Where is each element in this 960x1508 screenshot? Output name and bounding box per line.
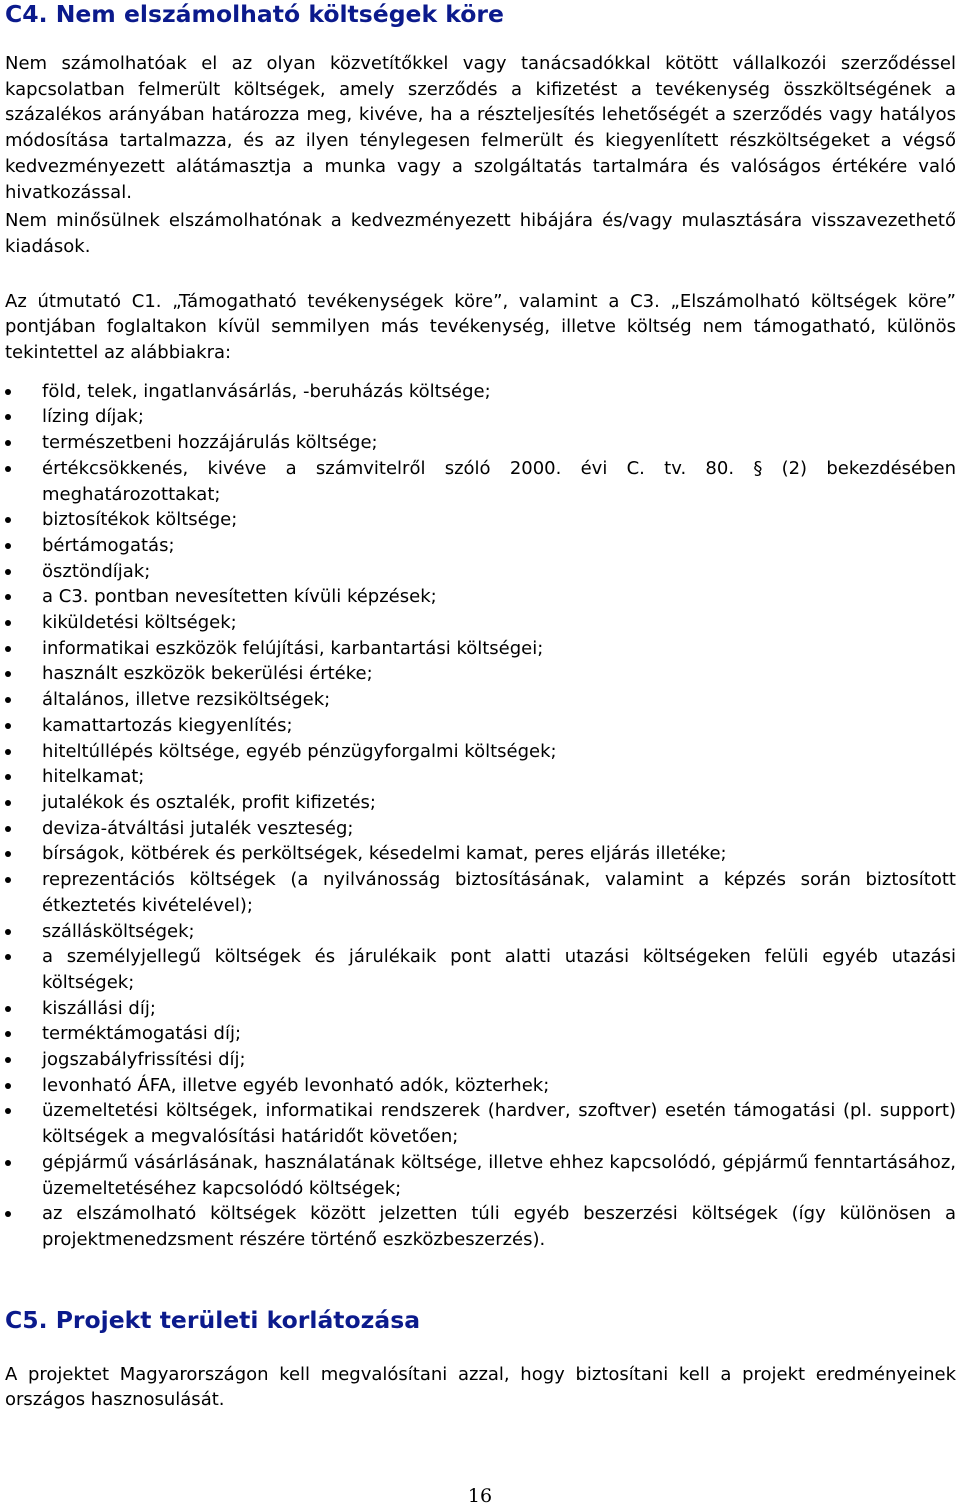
section-heading-c4: C4. Nem elszámolható költségek köre: [5, 0, 504, 28]
list-item: [5, 713, 956, 739]
list-item-text: a személyjellegű költségek és járulékaik pont alatti utazási költségeken felüli egyéb utazási költségek;: [42, 946, 956, 993]
bullet-icon: [5, 723, 11, 729]
list-item-text: használt eszközök bekerülési értéke;: [42, 663, 373, 685]
bullet-icon: [5, 1031, 11, 1037]
bullet-icon: [5, 954, 11, 960]
bullet-icon: [5, 826, 11, 832]
list-item-text: ösztöndíjak;: [42, 560, 151, 582]
bullet-icon: [5, 749, 11, 755]
list-item: [5, 996, 956, 1022]
bullet-icon: [5, 414, 11, 420]
list-item: [5, 1047, 956, 1073]
list-item-text: lízing díjak;: [42, 406, 144, 428]
list-item: [5, 816, 956, 842]
list-item-text: kiküldetési költségek;: [42, 612, 237, 634]
list-item-text: természetbeni hozzájárulás költsége;: [42, 432, 378, 454]
list-item-text: szállásköltségek;: [42, 920, 195, 942]
list-item-text: a C3. pontban nevesítetten kívüli képzések;: [42, 586, 437, 608]
list-item: [5, 841, 956, 867]
list-item: [5, 1098, 956, 1149]
list-item: [5, 661, 956, 687]
bullet-icon: [5, 646, 11, 652]
bullet-icon: [5, 929, 11, 935]
list-item: [5, 610, 956, 636]
bullet-icon: [5, 671, 11, 677]
list-item-text: biztosítékok költsége;: [42, 509, 238, 531]
list-item-text: gépjármű vásárlásának, használatának költsége, illetve ehhez kapcsolódó, gépjármű fenntartásához, üzemeltetéséhez kapcsolódó költségek;: [42, 1151, 956, 1199]
list-item: [5, 636, 956, 662]
list-item-text: bírságok, kötbérek és perköltségek, késedelmi kamat, peres eljárás illetéke;: [42, 843, 727, 865]
list-item: [5, 559, 956, 585]
list-item-text: értékcsökkenés, kivéve a számvitelről szóló 2000. évi C. tv. 80. § (2) bekezdésében meghatározottakat;: [42, 457, 956, 505]
bullet-icon: [5, 389, 11, 395]
bullet-icon: [5, 1211, 11, 1217]
bullet-icon: [5, 569, 11, 575]
list-item-text: deviza-átváltási jutalék veszteség;: [42, 817, 354, 839]
list-item: [5, 533, 956, 559]
page-number: 16: [467, 1485, 493, 1507]
list-item-text: az elszámolható költségek között jelzetten túli egyéb beszerzési költségek (így különösen a projektmenedzsment részére történő eszközbeszerzés).: [42, 1203, 956, 1250]
bullet-icon: [5, 440, 11, 446]
list-item-text: jutalékok és osztalék, profit kifizetés;: [42, 791, 376, 813]
list-item-text: bértámogatás;: [42, 534, 175, 556]
bullet-icon: [5, 697, 11, 703]
bullet-icon: [5, 877, 11, 883]
bullet-icon: [5, 774, 11, 780]
list-item: [5, 790, 956, 816]
list-item: [5, 1021, 956, 1047]
list-item-text: üzemeltetési költségek, informatikai rendszerek (hardver, szoftver) esetén támogatási (pl. support) költségek a megvalósítási határidőt követően;: [42, 1100, 956, 1148]
paragraph-intermediary-costs: Nem számolhatóak el az olyan közvetítőkkel vagy tanácsadókkal kötött vállalkozói szerződéssel kapcsolatban felmerült költségek, amely szerződés a kifizetést a tevékenység összköltségének a százalékos arányában határozza meg, kivéve, ha a részteljesítés lehetőségét a szerződés vagy hatályos módosítása tartalmazza, és az ilyen ténylegesen felmerült és kiegyenlített részköltségeket a végső kedvezményezett alátámasztja a munka vagy a szolgáltatás tartalmára és valóságos értékére való hivatkozással.: [5, 53, 956, 203]
list-item-text: hitelkamat;: [42, 766, 145, 788]
bullet-icon: [5, 1006, 11, 1012]
ineligible-costs-list: [5, 379, 956, 1253]
document-page: [5, 0, 956, 1413]
list-item: [5, 919, 956, 945]
list-item: [5, 1201, 956, 1252]
list-item-text: hiteltúllépés költsége, egyéb pénzügyforgalmi költségek;: [42, 740, 557, 762]
list-item-text: általános, illetve rezsiköltségek;: [42, 689, 331, 711]
list-item: [5, 456, 956, 507]
list-item-text: föld, telek, ingatlanvásárlás, -beruházás költsége;: [42, 380, 491, 402]
list-item: [5, 404, 956, 430]
list-item: [5, 430, 956, 456]
bullet-icon: [5, 543, 11, 549]
list-item: [5, 687, 956, 713]
list-item-text: jogszabályfrissítési díj;: [42, 1049, 246, 1071]
bullet-icon: [5, 1160, 11, 1166]
list-item: [5, 739, 956, 765]
list-item-text: reprezentációs költségek (a nyilvánosság biztosításának, valamint a képzés során biztosított étkeztetés kivételével);: [42, 869, 956, 916]
list-item-text: kamattartozás kiegyenlítés;: [42, 714, 293, 736]
list-item: [5, 944, 956, 995]
bullet-icon: [5, 800, 11, 806]
list-item: [5, 764, 956, 790]
bullet-icon: [5, 1108, 11, 1114]
list-item: [5, 1150, 956, 1201]
paragraph-beneficiary-fault: Nem minősülnek elszámolhatónak a kedvezményezett hibájára és/vagy mulasztására visszavezethető kiadások.: [5, 210, 956, 257]
list-item: [5, 379, 956, 405]
paragraph-non-supported-intro: Az útmutató C1. „Támogatható tevékenységek köre”, valamint a C3. „Elszámolható költségek köre” pontjában foglaltakon kívül semmilyen más tevékenység, illetve költség nem támogatható, különös tekintettel az alábbiakra:: [5, 290, 956, 364]
list-item-text: informatikai eszközök felújítási, karbantartási költségei;: [42, 637, 544, 659]
list-item: [5, 1073, 956, 1099]
list-item: [5, 867, 956, 918]
section-heading-c5: C5. Projekt területi korlátozása: [5, 1305, 421, 1334]
list-item-text: kiszállási díj;: [42, 997, 156, 1019]
list-item: [5, 584, 956, 610]
bullet-icon: [5, 620, 11, 626]
list-item-text: levonható ÁFA, illetve egyéb levonható adók, közterhek;: [42, 1074, 550, 1096]
bullet-icon: [5, 1057, 11, 1063]
list-item: [5, 507, 956, 533]
paragraph-territorial-limitation: A projektet Magyarországon kell megvalósítani azzal, hogy biztosítani kell a projekt eredményeinek országos hasznosulását.: [5, 1363, 956, 1411]
bullet-icon: [5, 1083, 11, 1089]
bullet-icon: [5, 466, 11, 472]
bullet-icon: [5, 851, 11, 857]
bullet-icon: [5, 517, 11, 523]
list-item-text: terméktámogatási díj;: [42, 1023, 242, 1045]
bullet-icon: [5, 594, 11, 600]
